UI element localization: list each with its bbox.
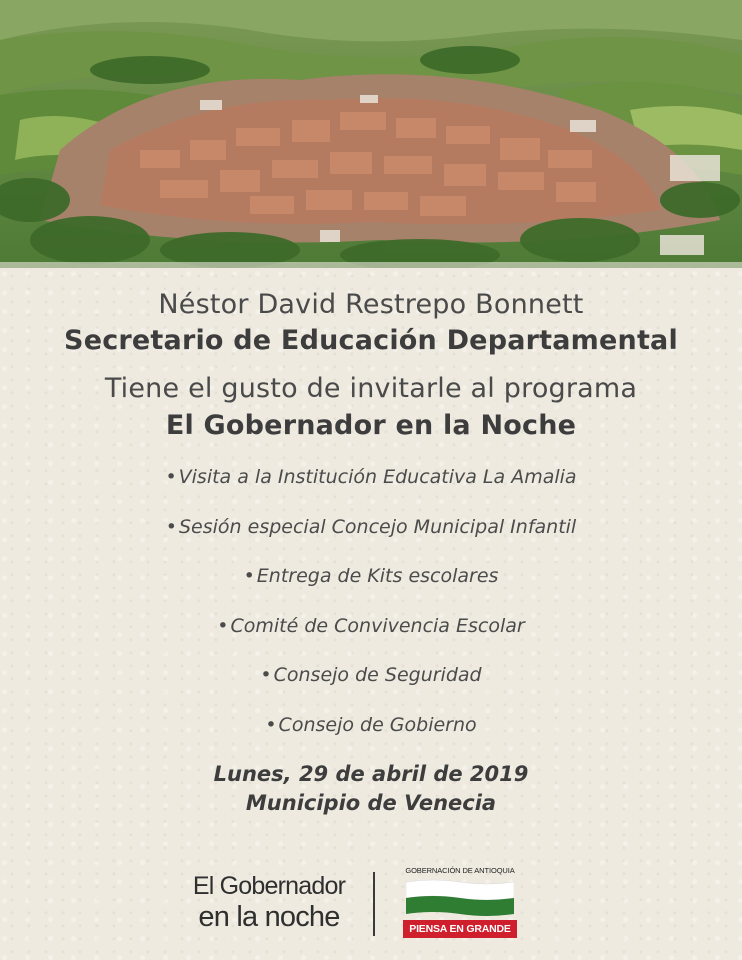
agenda-item: • Sesión especial Concejo Municipal Infantil (165, 515, 577, 538)
logo-divider (373, 872, 375, 936)
agenda-item: • Consejo de Gobierno (265, 713, 477, 736)
bullet-icon: • (260, 664, 272, 687)
bullet-icon: • (217, 614, 229, 637)
agenda-list (0, 460, 742, 758)
agenda-item: • Consejo de Seguridad (260, 664, 482, 687)
bullet-icon: • (165, 515, 177, 538)
program-title: El Gobernador en la Noche (165, 410, 577, 441)
event-logo-line1: El Gobernador (192, 872, 346, 900)
government-logo (400, 864, 520, 940)
host-name: Néstor David Restrepo Bonnett (158, 289, 584, 320)
government-title: GOBERNACIÓN DE ANTIOQUIA (405, 866, 515, 875)
event-place: Municipio de Venecia (245, 791, 497, 815)
antioquia-flag-icon (406, 878, 514, 918)
agenda-item: • Entrega de Kits escolares (243, 565, 499, 588)
host-role: Secretario de Educación Departamental (64, 325, 678, 356)
invitation-text: Tiene el gusto de invitarle al programa (104, 373, 638, 404)
event-date: Lunes, 29 de abril de 2019 (213, 762, 529, 786)
bullet-icon: • (165, 466, 177, 488)
event-logo-line2: en la noche (198, 901, 340, 933)
event-logo (180, 874, 358, 932)
agenda-item: • Comité de Convivencia Escolar (217, 614, 525, 637)
bullet-icon: • (265, 713, 277, 736)
aerial-town-photo (0, 0, 742, 268)
agenda-item: • Visita a la Institución Educativa La Amalia (165, 466, 577, 488)
bullet-icon: • (243, 565, 255, 588)
government-slogan: PIENSA EN GRANDE (403, 920, 517, 938)
